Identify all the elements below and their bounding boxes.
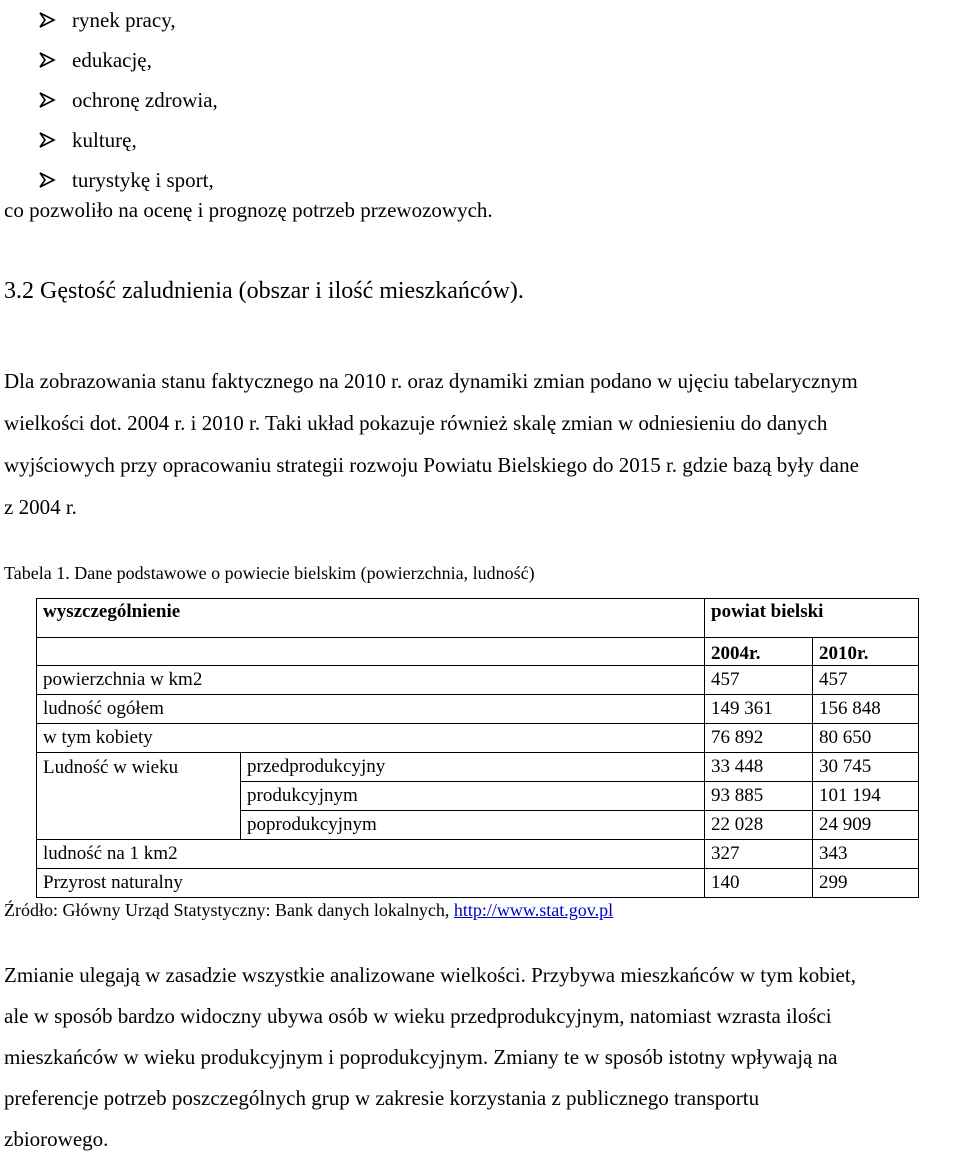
source-link[interactable]: http://www.stat.gov.pl [453,900,614,920]
paragraph-line: wyjściowych przy opracowaniu strategii rozwoju Powiatu Bielskiego do 2015 r. gdzie bazą były dane [4,453,859,477]
table-caption: Tabela 1. Dane podstawowe o powiecie bielskim (powierzchnia, ludność) [4,563,535,583]
value-2004: 149 361 [705,695,813,724]
header-spacer-cell [37,638,705,666]
table-row [37,753,919,782]
paragraph-line: mieszkańców w wieku produkcyjnym i poprodukcyjnym. Zmiany te w sposób istotny wpływają na [4,1045,838,1069]
row-label: w tym kobiety [37,724,705,753]
header-label-cell: wyszczególnienie [37,599,705,638]
arrow-bullet-icon [38,171,72,189]
value-2004: 140 [705,869,813,898]
year-2010-header: 2010r. [813,638,919,666]
value-2004: 457 [705,666,813,695]
value-2010: 30 745 [813,753,919,782]
table-year-row [37,638,919,666]
table-header-row [37,599,919,638]
row-label: poprodukcyjnym [241,811,705,840]
header-group-cell: powiat bielski [705,599,919,638]
row-label: ludność ogółem [37,695,705,724]
value-2010: 343 [813,840,919,869]
row-label: Przyrost naturalny [37,869,705,898]
table-row [37,840,919,869]
row-label: produkcyjnym [241,782,705,811]
paragraph-line: Zmianie ulegają w zasadzie wszystkie analizowane wielkości. Przybywa mieszkańców w tym kobiet, [4,963,856,987]
paragraph-line: z 2004 r. [4,495,77,519]
table-source [4,900,613,921]
value-2010: 457 [813,666,919,695]
list-item [38,40,218,80]
list-item-text: edukację, [72,47,152,72]
paragraph-line: wielkości dot. 2004 r. i 2010 r. Taki układ pokazuje również skalę zmian w odniesieniu do danych [4,411,828,435]
list-item-text: ochronę zdrowia, [72,87,218,112]
table-row [37,724,919,753]
age-group-label: Ludność w wieku [37,753,241,840]
population-table [36,598,919,898]
value-2010: 24 909 [813,811,919,840]
value-2004: 76 892 [705,724,813,753]
paragraph-line: Dla zobrazowania stanu faktycznego na 2010 r. oraz dynamiki zmian podano w ujęciu tabelarycznym [4,369,858,393]
row-label: powierzchnia w km2 [37,666,705,695]
list-item [38,80,218,120]
list-item-text: turystykę i sport, [72,167,214,192]
value-2004: 33 448 [705,753,813,782]
list-continuation-text: co pozwoliło na ocenę i prognozę potrzeb przewozowych. [4,198,493,222]
value-2010: 156 848 [813,695,919,724]
value-2010: 80 650 [813,724,919,753]
summary-paragraph [4,955,958,1160]
list-item [38,120,218,160]
list-item-text: kulturę, [72,127,137,152]
paragraph-line: ale w sposób bardzo widoczny ubywa osób w wieku przedprodukcyjnym, natomiast wzrasta ilości [4,1004,832,1028]
list-item-text: rynek pracy, [72,7,176,32]
arrow-bullet-icon [38,91,72,109]
table-row [37,869,919,898]
year-2004-header: 2004r. [705,638,813,666]
list-item [38,160,218,200]
row-label: przedprodukcyjny [241,753,705,782]
value-2004: 93 885 [705,782,813,811]
bullet-list [38,0,218,200]
paragraph-line: zbiorowego. [4,1127,109,1151]
section-heading: 3.2 Gęstość zaludnienia (obszar i ilość mieszkańców). [4,278,524,304]
row-label: ludność na 1 km2 [37,840,705,869]
source-text: Źródło: Główny Urząd Statystyczny: Bank danych lokalnych, [4,900,454,920]
value-2004: 327 [705,840,813,869]
table-row [37,695,919,724]
value-2010: 299 [813,869,919,898]
arrow-bullet-icon [38,51,72,69]
value-2010: 101 194 [813,782,919,811]
arrow-bullet-icon [38,131,72,149]
intro-paragraph [4,360,958,528]
table-row [37,666,919,695]
arrow-bullet-icon [38,11,72,29]
list-item [38,0,218,40]
value-2004: 22 028 [705,811,813,840]
paragraph-line: preferencje potrzeb poszczególnych grup w zakresie korzystania z publicznego transportu [4,1086,760,1110]
